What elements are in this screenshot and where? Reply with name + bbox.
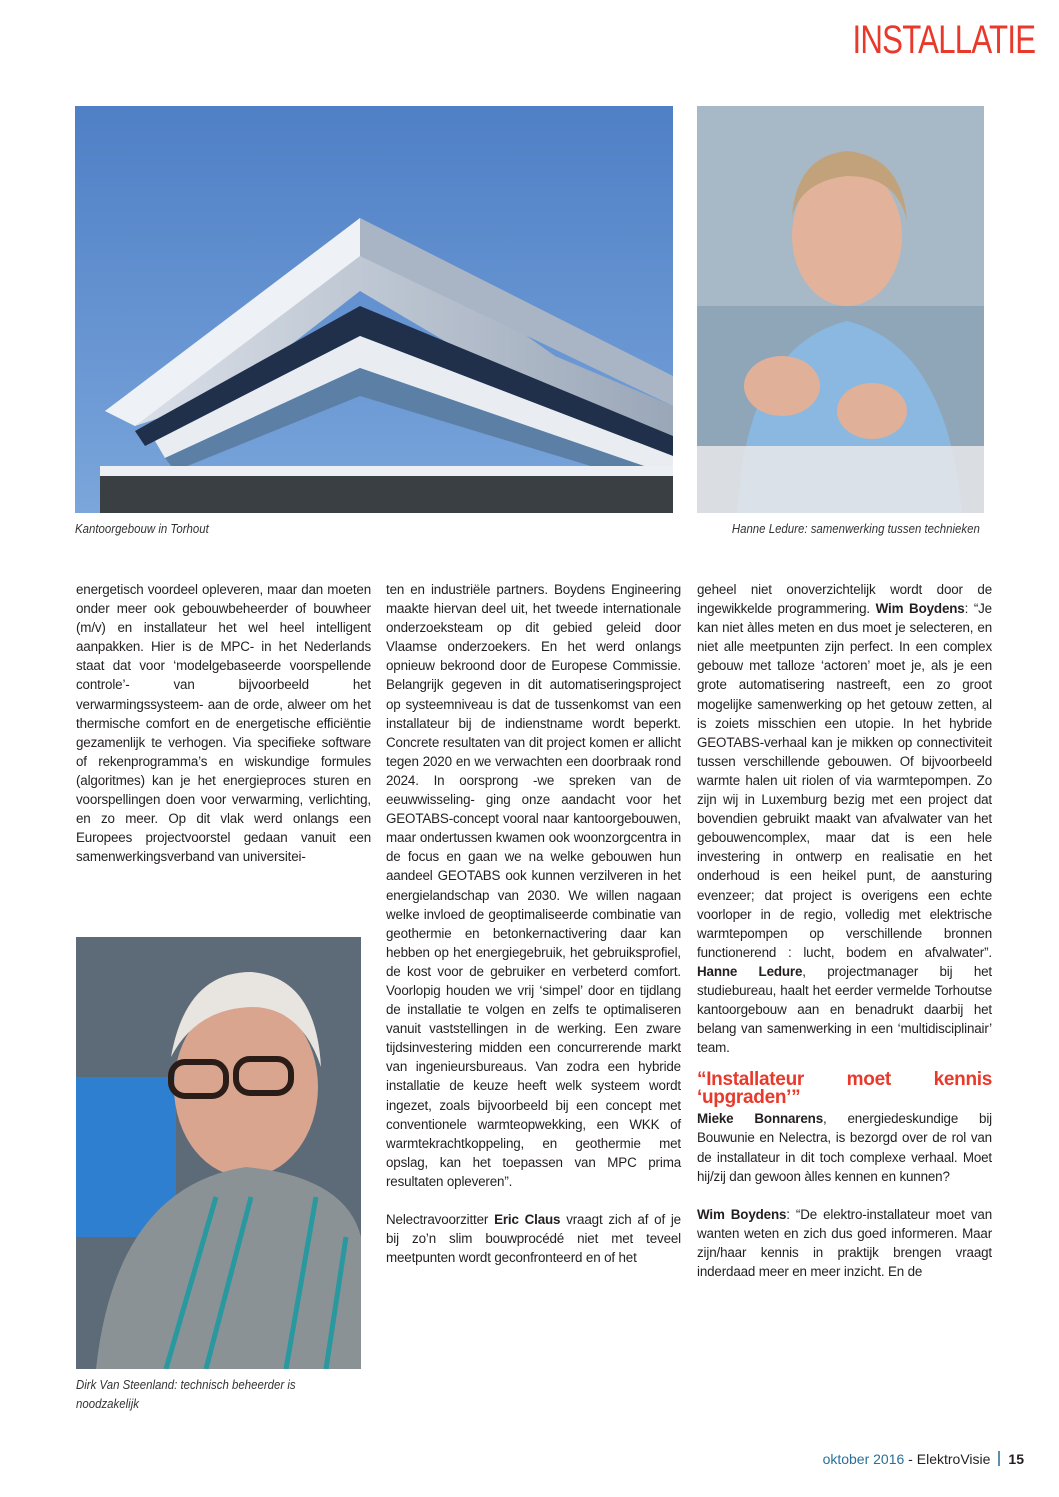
building-image-icon (75, 106, 673, 513)
article-column-3 (697, 580, 992, 1281)
person-name: Wim Boydens (875, 601, 965, 617)
paragraph (697, 580, 992, 1057)
footer-divider (998, 1451, 1000, 1466)
person-name: Mieke Bonnarens (697, 1111, 823, 1127)
text: vraagt zich af of je bij zo’n slim bouwprocédé niet met teveel meetpunten wordt geconfronteerd en of het (386, 1212, 681, 1266)
page-number: 15 (1008, 1451, 1024, 1467)
paragraph (697, 1109, 992, 1185)
dirk-van-steenland-caption (76, 1375, 296, 1413)
building-caption: Kantoorgebouw in Torhout (75, 521, 209, 536)
magazine-name: ElektroVisie (916, 1451, 991, 1467)
section-title: INSTALLATIE (852, 18, 1035, 62)
article-column-2 (386, 580, 681, 1267)
hanne-ledure-photo (697, 106, 984, 513)
person-name: Wim Boydens (697, 1206, 787, 1222)
person-name: Eric Claus (494, 1212, 561, 1227)
paragraph: ten en industriële partners. Boydens Engineering maakte hiervan deel uit, het tweede internationale onderzoeksteam op dit gebied geleid door Vlaamse onderzoekers. En het werd onlangs opnieuw bekroond door de Europese Commissie. Belangrijk gegeven in dit automatiseringsproject op systeemniveau is dat de tussenkomst van een installateur bij de indienstname wordt beperkt. Concrete resultaten van dit project komen er allicht tegen 2020 en we verwachten een doorbraak rond 2024. In oorsprong -we spreken van de eeuwwisseling- ging onze aandacht voor het GEOTABS-concept vooral naar kantoorgebouwen, maar ondertussen kwamen ook woonzorgcentra in de focus en gaan we na welke gebouwen hun aandeel GEOTABS ook kunnen verzilveren in het energielandschap van 2030. We willen nagaan welke invloed de geoptimaliseerde combinatie van geothermie en betonkernactivering daar kan hebben op het energiegebruik, het gebruiksprofiel, de kost voor de gebruiker en verbeterd comfort. Voorlopig houden we vrij ‘simpel’ door en tijdlang de installatie te volgen en zelfs te optimaliseren vanuit vaststellingen in de werking. Een zware tijdsinvestering midden een concurrerende markt van ingenieursbureaus. Van zodra een hybride installatie de keuze heeft welk systeem wordt ingezet, zoals bijvoorbeeld bij een concept met conventionele warmteopwekking, een WKK of warmtekrachtkoppeling, en geothermie met opslag, kan het toepassen van MPC prima resultaten opleveren”. (386, 582, 681, 1189)
person-portrait-icon (697, 106, 984, 513)
article-column-1 (76, 580, 371, 866)
building-photo (75, 106, 673, 513)
dirk-van-steenland-photo (76, 937, 361, 1369)
footer-dash: - (904, 1451, 917, 1467)
hanne-ledure-caption: Hanne Ledure: samenwerking tussen technieken (731, 521, 980, 536)
paragraph (697, 1205, 992, 1281)
page-footer (823, 1451, 1024, 1467)
text: , energiedeskundige bij Bouwunie en Nelectra, is bezorgd over de rol van de installateur in dit toch complexe verhaal. Moet hij/zij dan gewoon àlles kennen en kunnen? (697, 1111, 992, 1184)
text: Nelectravoorzitter (386, 1212, 495, 1227)
caption-line: noodzakelijk (76, 1396, 139, 1411)
paragraph: energetisch voordeel opleveren, maar dan moeten onder meer ook gebouwbeheerder of bouwheer (m/v) en installateur het wel heel intelligent aanpakken. Hier is de MPC- in het Nederlands staat dat voor ‘modelgebaseerde voorspellende controle’- van bijvoorbeeld het verwarmingssysteem- aan de orde, alweer om het thermische comfort en de energetische efficiëntie gezamenlijk te verhogen. Via specifieke software of rekenprogramma’s en wiskundige formules (algoritmes) kan je het energieproces sturen en voorspellingen doen voor verwarming, verlichting, en zo meer. Op dit vlak werd onlangs een Europees projectvoorstel gedaan vanuit een samenwerkingsverband van universitei- (76, 582, 371, 865)
issue-date: oktober 2016 (822, 1451, 905, 1467)
text: : “De elektro-installateur moet van wanten weten en zich dus goed informeren. Maar zijn/haar kennis in praktijk brengen vraagt inderdaad meer en meer inzicht. En de (697, 1206, 992, 1279)
person-name: Hanne Ledure (697, 963, 803, 979)
person-portrait-icon (76, 937, 361, 1369)
text: geheel niet onoverzichtelijk wordt door de ingewikkelde programmering. (697, 582, 992, 617)
text: , projectmanager bij het studiebureau, haalt het eerder vermelde Torhoutse kantoorgebouw aan en benadrukt daarbij het belang van samenwerking in een ‘multidisciplinair’ team. (697, 963, 992, 1056)
paragraph (386, 1210, 681, 1267)
subheading: “Installateur moet kennis ‘upgraden’” (697, 1069, 992, 1109)
text: : “Je kan niet àlles meten en dus moet je selecteren, en niet alle meetpunten zijn perfect. In een complex gebouw met talloze ‘actoren’ moet je, als je een grote automatisering nastreeft, een zo groot mogelijke samenwerking op het getouw zetten, al is zoiets misschien een utopie. In het hybride GEOTABS-verhaal kan je mikken op connectiviteit tussen verschillende gebouwen. Of bijvoorbeeld warmte halen uit riolen of via warmtepompen. Zo zijn wij in Luxemburg bezig met een project dat bovendien gebruikt maakt van afvalwater van het gebouwencomplex, maar dat is een hele investering in ontwerp en realisatie en het onderhoud is een heikel punt, de aansturing evenzeer; dat project is overigens een echte voorloper in de regio, volledig met elektrische warmtepompen op verschillende bronnen functionerend : lucht, bodem en afvalwater”. (697, 601, 992, 960)
caption-line: Dirk Van Steenland: technisch beheerder is (76, 1377, 296, 1392)
